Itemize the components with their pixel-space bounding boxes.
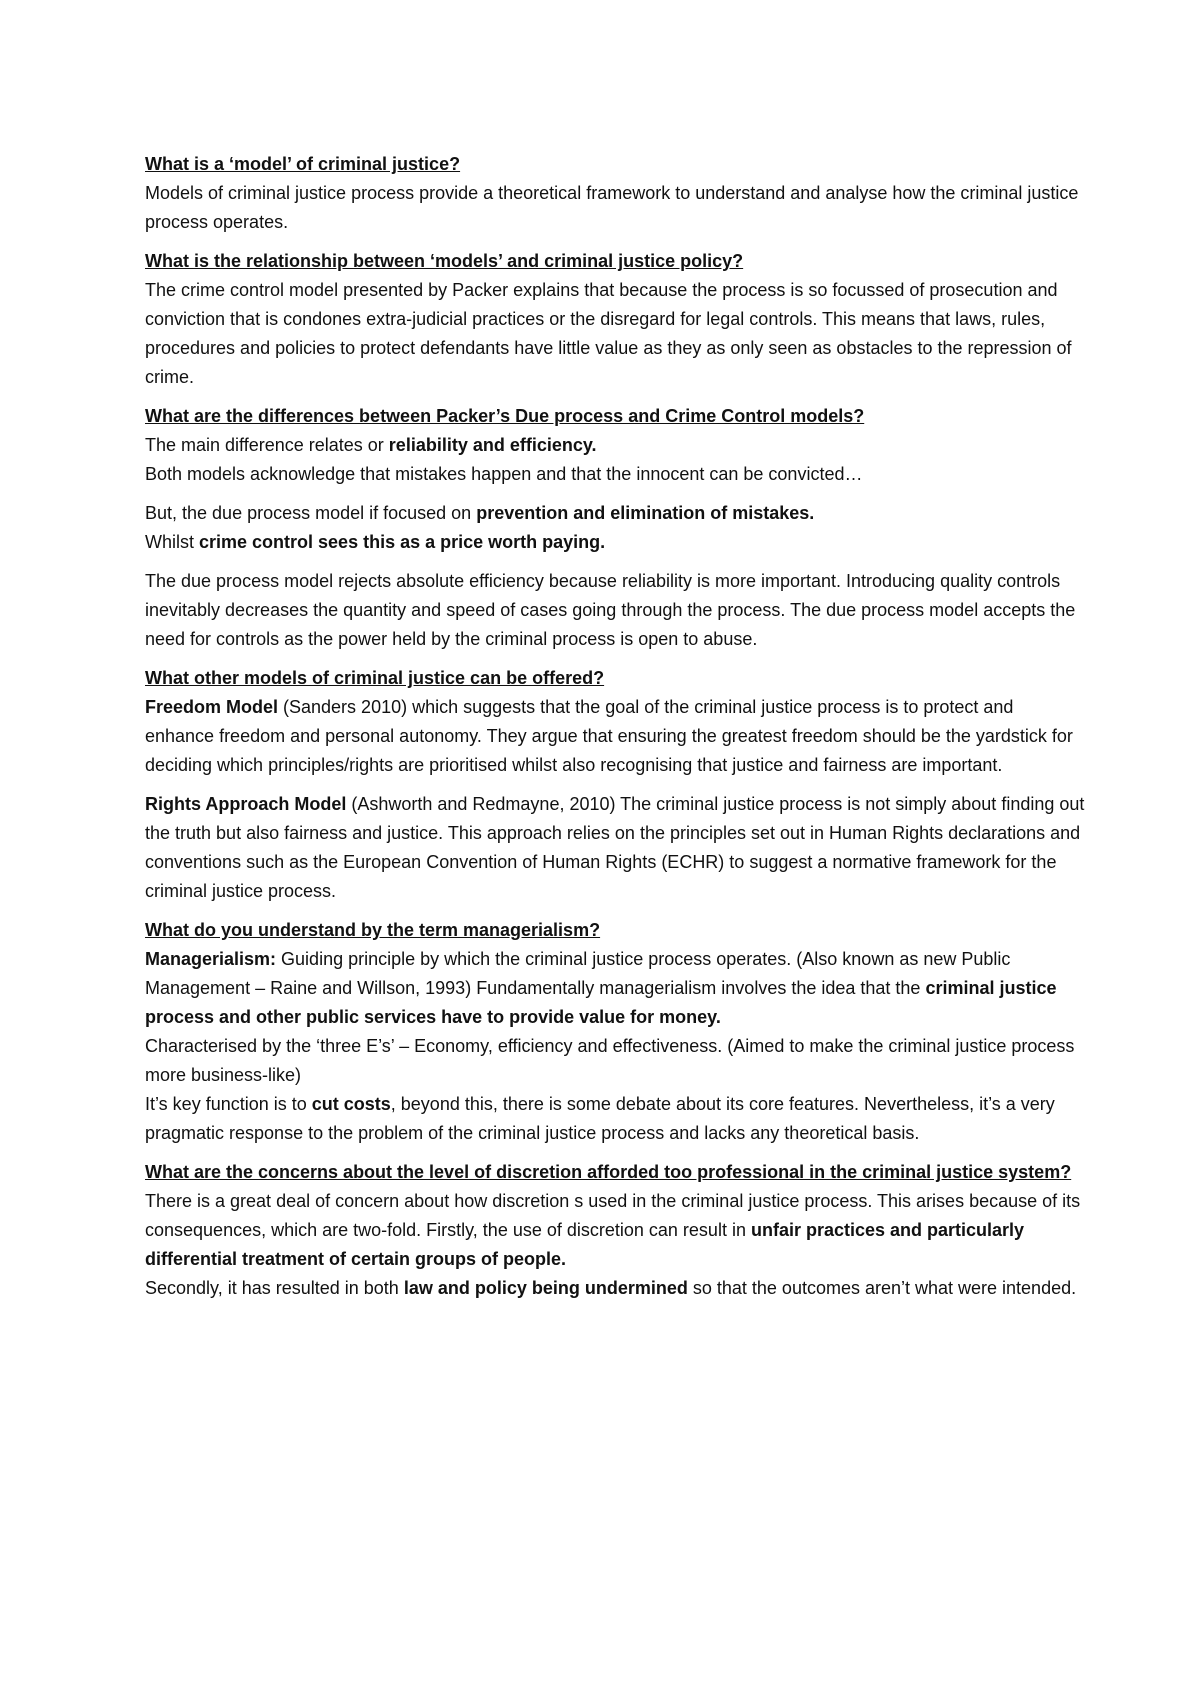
paragraph bbox=[145, 499, 1085, 528]
bold-run: Freedom Model bbox=[145, 697, 279, 717]
section-other-models bbox=[145, 664, 1085, 906]
section-packer-differences bbox=[145, 402, 1085, 654]
section-heading: What is the relationship between ‘models’ and criminal justice policy? bbox=[145, 251, 744, 271]
text-run: (Ashworth and Redmayne, 2010) The criminal justice process is not simply about finding out the truth but also fairness and justice. This approach relies on the principles set out in Human Rights declarations and conventions such as the European Convention of Human Rights (ECHR) to suggest a normative framework for the criminal justice process. bbox=[145, 794, 1085, 901]
document-page bbox=[145, 150, 1085, 1313]
text-run: There is a great deal of concern about how discretion s used in the criminal justice process. This arises because of its consequences, which are two-fold. Firstly, the use of discretion can result in bbox=[145, 1191, 1081, 1240]
paragraph bbox=[145, 1090, 1085, 1148]
paragraph: Both models acknowledge that mistakes happen and that the innocent can be convicted… bbox=[145, 464, 863, 484]
text-run: The main difference relates or bbox=[145, 435, 389, 455]
section-heading: What are the differences between Packer’s Due process and Crime Control models? bbox=[145, 406, 865, 426]
bold-run: crime control sees this as a price worth paying. bbox=[199, 532, 606, 552]
paragraph bbox=[145, 1274, 1085, 1303]
paragraph: The due process model rejects absolute efficiency because reliability is more important. Introducing quality controls inevitably decreases the quantity and speed of cases going through the process. The due process model accepts the need for controls as the power held by the criminal process is open to abuse. bbox=[145, 571, 1076, 649]
paragraph: Models of criminal justice process provide a theoretical framework to understand and analyse how the criminal justice process operates. bbox=[145, 183, 1079, 232]
section-managerialism bbox=[145, 916, 1085, 1148]
text-run: Secondly, it has resulted in both bbox=[145, 1278, 404, 1298]
paragraph bbox=[145, 1187, 1085, 1274]
text-run: Guiding principle by which the criminal justice process operates. (Also known as new Public Management – Raine and Willson, 1993) Fundamentally managerialism involves the idea that the bbox=[145, 949, 1011, 998]
section-discretion-concerns bbox=[145, 1158, 1085, 1303]
paragraph bbox=[145, 945, 1085, 1032]
bold-run: law and policy being undermined bbox=[403, 1278, 688, 1298]
section-model-definition bbox=[145, 150, 1085, 237]
bold-run: Rights Approach Model bbox=[145, 794, 347, 814]
bold-run: prevention and elimination of mistakes. bbox=[476, 503, 815, 523]
bold-run: Managerialism: bbox=[145, 949, 277, 969]
text-run: (Sanders 2010) which suggests that the goal of the criminal justice process is to protect and enhance freedom and personal autonomy. They argue that ensuring the greatest freedom should be the yardstick for deciding which principles/rights are prioritised whilst also recognising that justice and fairness are important. bbox=[145, 697, 1073, 775]
text-run: , beyond this, there is some debate about its core features. Nevertheless, it’s a very pragmatic response to the problem of the criminal justice process and lacks any theoretical basis. bbox=[145, 1094, 1055, 1143]
paragraph: The crime control model presented by Packer explains that because the process is so focussed of prosecution and conviction that is condones extra-judicial practices or the disregard for legal controls. This means that laws, rules, procedures and policies to protect defendants have little value as they as only seen as obstacles to the repression of crime. bbox=[145, 280, 1072, 387]
paragraph bbox=[145, 431, 1085, 460]
bold-run: unfair practices and particularly differential treatment of certain groups of people. bbox=[145, 1220, 1025, 1269]
text-run: Whilst bbox=[145, 532, 199, 552]
bold-run: reliability and efficiency. bbox=[388, 435, 597, 455]
text-run: It’s key function is to bbox=[145, 1094, 312, 1114]
paragraph bbox=[145, 528, 1085, 557]
section-heading: What is a ‘model’ of criminal justice? bbox=[145, 154, 461, 174]
section-heading: What other models of criminal justice can be offered? bbox=[145, 668, 605, 688]
section-models-and-policy bbox=[145, 247, 1085, 392]
section-heading: What do you understand by the term managerialism? bbox=[145, 920, 601, 940]
text-run: But, the due process model if focused on bbox=[145, 503, 477, 523]
paragraph bbox=[145, 790, 1085, 906]
paragraph bbox=[145, 693, 1085, 780]
text-run: so that the outcomes aren’t what were intended. bbox=[687, 1278, 1077, 1298]
bold-run: criminal justice process and other public services have to provide value for money. bbox=[145, 978, 1057, 1027]
section-heading: What are the concerns about the level of discretion afforded too professional in the criminal justice system? bbox=[145, 1162, 1072, 1182]
bold-run: cut costs bbox=[311, 1094, 391, 1114]
paragraph: Characterised by the ‘three E’s’ – Economy, efficiency and effectiveness. (Aimed to make the criminal justice process more business-like) bbox=[145, 1036, 1075, 1085]
